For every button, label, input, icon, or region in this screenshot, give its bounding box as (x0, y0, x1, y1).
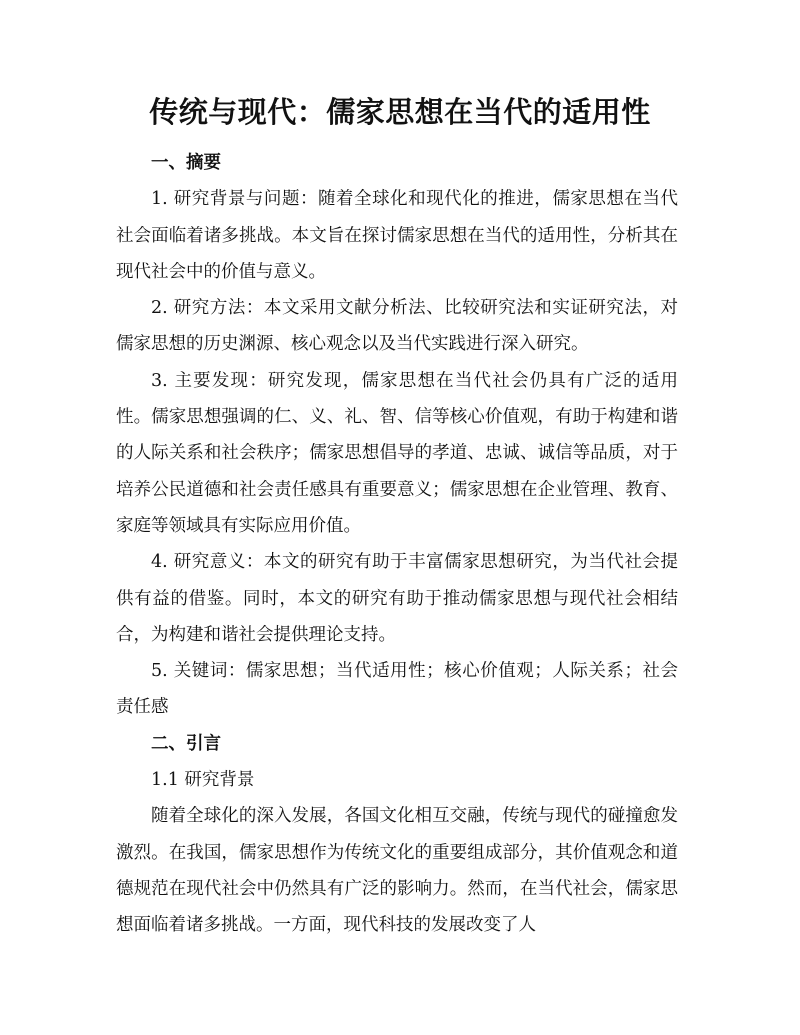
abstract-item-4: 4. 研究意义：本文的研究有助于丰富儒家思想研究，为当代社会提供有益的借鉴。同时，本文的研究有助于推动儒家思想与现代社会相结合，为构建和谐社会提供理论支持。 (116, 552, 678, 645)
abstract-item-1: 1. 研究背景与问题：随着全球化和现代化的推进，儒家思想在当代社会面临着诸多挑战。本文旨在探讨儒家思想在当代的适用性，分析其在现代社会中的价值与意义。 (116, 189, 678, 282)
abstract-item-2: 2. 研究方法：本文采用文献分析法、比较研究法和实证研究法，对儒家思想的历史渊源、核心观念以及当代实践进行深入研究。 (116, 298, 678, 355)
document-body (116, 145, 678, 944)
abstract-item-3: 3. 主要发现：研究发现，儒家思想在当代社会仍具有广泛的适用性。儒家思想强调的仁、义、礼、智、信等核心价值观，有助于构建和谐的人际关系和社会秩序；儒家思想倡导的孝道、忠诚、诚信等品质，对于培养公民道德和社会责任感具有重要意义；儒家思想在企业管理、教育、家庭等领域具有实际应用价值。 (116, 370, 678, 536)
section-heading-introduction: 二、引言 (151, 733, 221, 754)
subsection-heading-background: 1.1 研究背景 (151, 770, 255, 791)
document-title: 传统与现代：儒家思想在当代的适用性 (149, 95, 651, 129)
section-heading-abstract: 一、摘要 (151, 153, 221, 173)
intro-paragraph: 随着全球化的深入发展，各国文化相互交融，传统与现代的碰撞愈发激烈。在我国，儒家思想作为传统文化的重要组成部分，其价值观念和道德规范在现代社会中仍然具有广泛的影响力。然而，在当代社会，儒家思想面临着诸多挑战。一方面，现代科技的发展改变了人 (116, 806, 678, 936)
abstract-item-5: 5. 关键词：儒家思想；当代适用性；核心价值观；人际关系；社会责任感 (116, 661, 678, 718)
